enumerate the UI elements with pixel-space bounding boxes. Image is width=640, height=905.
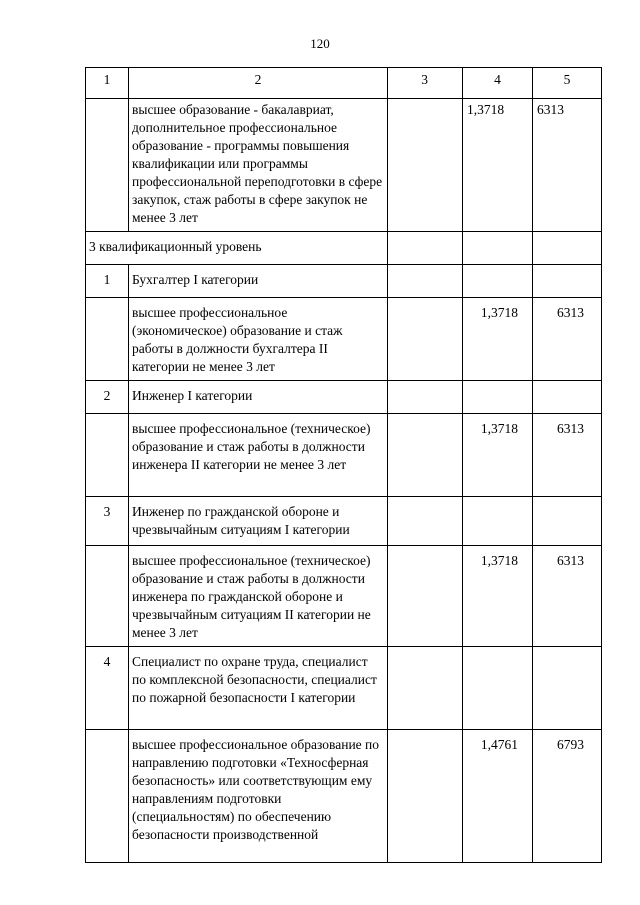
coefficient: 1,3718 [463, 298, 533, 381]
empty-cell [388, 265, 463, 298]
empty-cell [533, 232, 602, 265]
empty-cell [463, 265, 533, 298]
header-col-2: 2 [129, 68, 388, 99]
item-number: 2 [86, 381, 129, 414]
coefficient: 1,3718 [463, 99, 533, 232]
empty-cell [86, 546, 129, 647]
empty-cell [463, 497, 533, 546]
empty-cell [533, 647, 602, 730]
empty-cell [463, 647, 533, 730]
salary: 6313 [533, 99, 602, 232]
salary: 6313 [533, 414, 602, 497]
page-number: 120 [310, 36, 330, 51]
empty-cell [388, 730, 463, 863]
row-col3 [388, 99, 463, 232]
table-row [86, 730, 602, 863]
salary: 6313 [533, 298, 602, 381]
table-row [86, 381, 602, 414]
table-header-row [86, 68, 602, 99]
qualification-requirement: высшее образование - бакалавриат, дополнительное профессиональное образование - программы повышения квалификации или программы профессиональной переподготовки в сфере закупок, стаж работы в сфере закупок не менее 3 лет [129, 99, 388, 232]
empty-cell [388, 232, 463, 265]
header-col-1: 1 [86, 68, 129, 99]
empty-cell [388, 647, 463, 730]
empty-cell [533, 265, 602, 298]
empty-cell [388, 381, 463, 414]
table-row [86, 647, 602, 730]
item-number: 4 [86, 647, 129, 730]
table-row [86, 546, 602, 647]
empty-cell [463, 232, 533, 265]
position-title: Инженер по гражданской обороне и чрезвычайным ситуациям I категории [129, 497, 388, 546]
empty-cell [388, 414, 463, 497]
table-row [86, 99, 602, 232]
empty-cell [388, 298, 463, 381]
section-title: 3 квалификационный уровень [86, 232, 388, 265]
item-number: 1 [86, 265, 129, 298]
position-title: Специалист по охране труда, специалист по комплексной безопасности, специалист по пожарной безопасности I категории [129, 647, 388, 730]
table-row [86, 497, 602, 546]
empty-cell [86, 298, 129, 381]
empty-cell [533, 497, 602, 546]
coefficient: 1,3718 [463, 546, 533, 647]
qualification-requirement: высшее профессиональное (экономическое) образование и стаж работы в должности бухгалтера II категории не менее 3 лет [129, 298, 388, 381]
salary: 6313 [533, 546, 602, 647]
coefficient: 1,3718 [463, 414, 533, 497]
table-row [86, 414, 602, 497]
salary-table [85, 67, 602, 863]
empty-cell [86, 730, 129, 863]
header-col-4: 4 [463, 68, 533, 99]
qualification-requirement: высшее профессиональное (техническое) образование и стаж работы в должности инженера по гражданской обороне и чрезвычайным ситуациям II категории не менее 3 лет [129, 546, 388, 647]
qualification-requirement: высшее профессиональное образование по направлению подготовки «Техносферная безопасность» или соответствующим ему направлениям подготовки (специальностям) по обеспечению безопасности производственной [129, 730, 388, 863]
position-title: Инженер I категории [129, 381, 388, 414]
table-row [86, 298, 602, 381]
table-row [86, 265, 602, 298]
empty-cell [533, 381, 602, 414]
qualification-requirement: высшее профессиональное (техническое) образование и стаж работы в должности инженера II категории не менее 3 лет [129, 414, 388, 497]
position-title: Бухгалтер I категории [129, 265, 388, 298]
header-col-3: 3 [388, 68, 463, 99]
coefficient: 1,4761 [463, 730, 533, 863]
empty-cell [388, 546, 463, 647]
salary: 6793 [533, 730, 602, 863]
empty-cell [388, 497, 463, 546]
section-row [86, 232, 602, 265]
row-number [86, 99, 129, 232]
header-col-5: 5 [533, 68, 602, 99]
empty-cell [86, 414, 129, 497]
empty-cell [463, 381, 533, 414]
item-number: 3 [86, 497, 129, 546]
